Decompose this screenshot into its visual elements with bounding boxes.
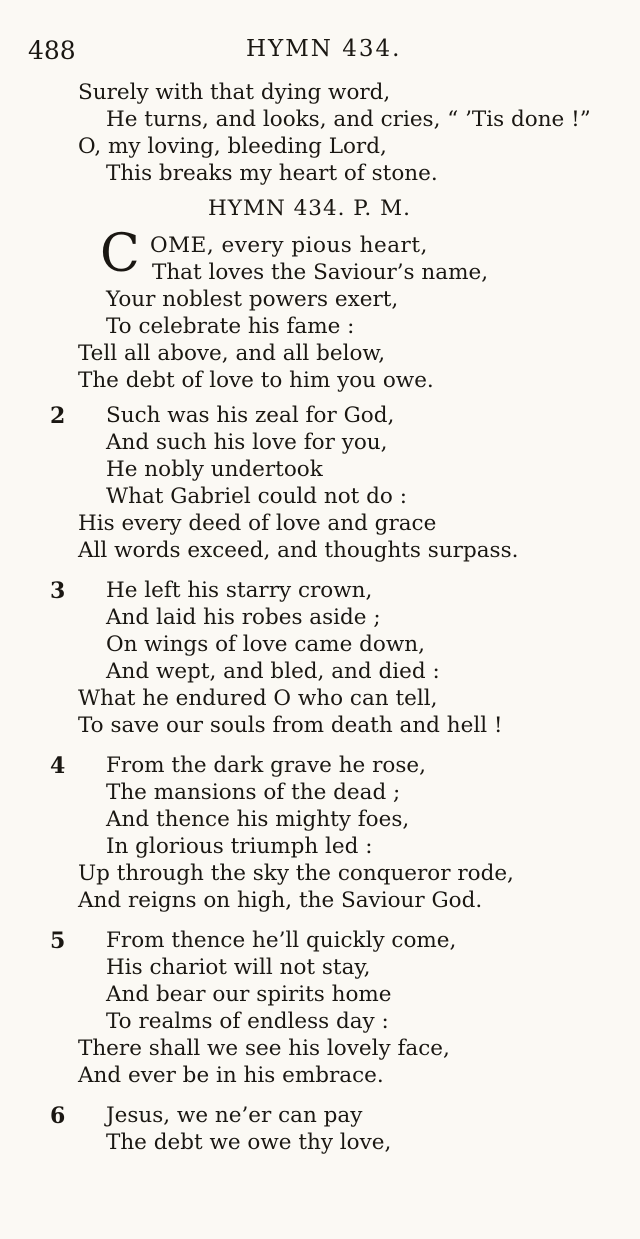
prev-hymn-line: Surely with that dying word, xyxy=(78,80,391,105)
verse-line: His chariot will not stay, xyxy=(106,955,371,980)
verse-number: 3 xyxy=(50,578,66,604)
hymn-title: HYMN 434. P. M. xyxy=(208,196,411,221)
verse-line: And laid his robes aside ; xyxy=(106,605,381,630)
verse-line: There shall we see his lovely face, xyxy=(78,1036,450,1061)
verse-line: Your noblest powers exert, xyxy=(106,287,399,312)
drop-cap: C xyxy=(100,224,140,284)
running-head: HYMN 434. xyxy=(246,36,402,62)
verse-line: Such was his zeal for God, xyxy=(106,403,395,428)
verse-line: From thence he’ll quickly come, xyxy=(106,928,457,953)
verse-line: His every deed of love and grace xyxy=(78,511,437,536)
verse-line: The debt we owe thy love, xyxy=(106,1130,392,1155)
verse-line: All words exceed, and thoughts surpass. xyxy=(78,538,519,563)
prev-hymn-line: He turns, and looks, and cries, “ ’Tis done !” xyxy=(106,107,591,132)
verse-number: 6 xyxy=(50,1103,66,1129)
page-header xyxy=(0,36,640,72)
verse-line: The mansions of the dead ; xyxy=(106,780,401,805)
verse-line: Jesus, we ne’er can pay xyxy=(106,1103,363,1128)
verse-line: And such his love for you, xyxy=(106,430,388,455)
verse-line: What he endured O who can tell, xyxy=(78,686,438,711)
verse-line: He nobly undertook xyxy=(106,457,323,482)
verse-line: Tell all above, and all below, xyxy=(78,341,386,366)
verse-line: What Gabriel could not do : xyxy=(106,484,407,509)
verse-number: 5 xyxy=(50,928,66,954)
verse-line: In glorious triumph led : xyxy=(106,834,373,859)
prev-hymn-line: This breaks my heart of stone. xyxy=(106,161,438,186)
verse-line: To realms of endless day : xyxy=(106,1009,389,1034)
verse-line: From the dark grave he rose, xyxy=(106,753,426,778)
verse-line: OME, every pious heart, xyxy=(150,233,428,258)
verse-line: To celebrate his fame : xyxy=(106,314,355,339)
verse-line: The debt of love to him you owe. xyxy=(78,368,434,393)
verse-line: To save our souls from death and hell ! xyxy=(78,713,503,738)
verse-line: On wings of love came down, xyxy=(106,632,425,657)
verse-line: He left his starry crown, xyxy=(106,578,373,603)
prev-hymn-line: O, my loving, bleeding Lord, xyxy=(78,134,387,159)
verse-line: And bear our spirits home xyxy=(106,982,392,1007)
page-number: 488 xyxy=(28,36,76,65)
verse-line: And reigns on high, the Saviour God. xyxy=(78,888,483,913)
verse-line: That loves the Saviour’s name, xyxy=(152,260,489,285)
verse-line: And ever be in his embrace. xyxy=(78,1063,384,1088)
verse-line: And thence his mighty foes, xyxy=(106,807,410,832)
verse-number: 4 xyxy=(50,753,66,779)
verse-line: Up through the sky the conqueror rode, xyxy=(78,861,514,886)
verse-line: And wept, and bled, and died : xyxy=(106,659,440,684)
verse-number: 2 xyxy=(50,403,66,429)
